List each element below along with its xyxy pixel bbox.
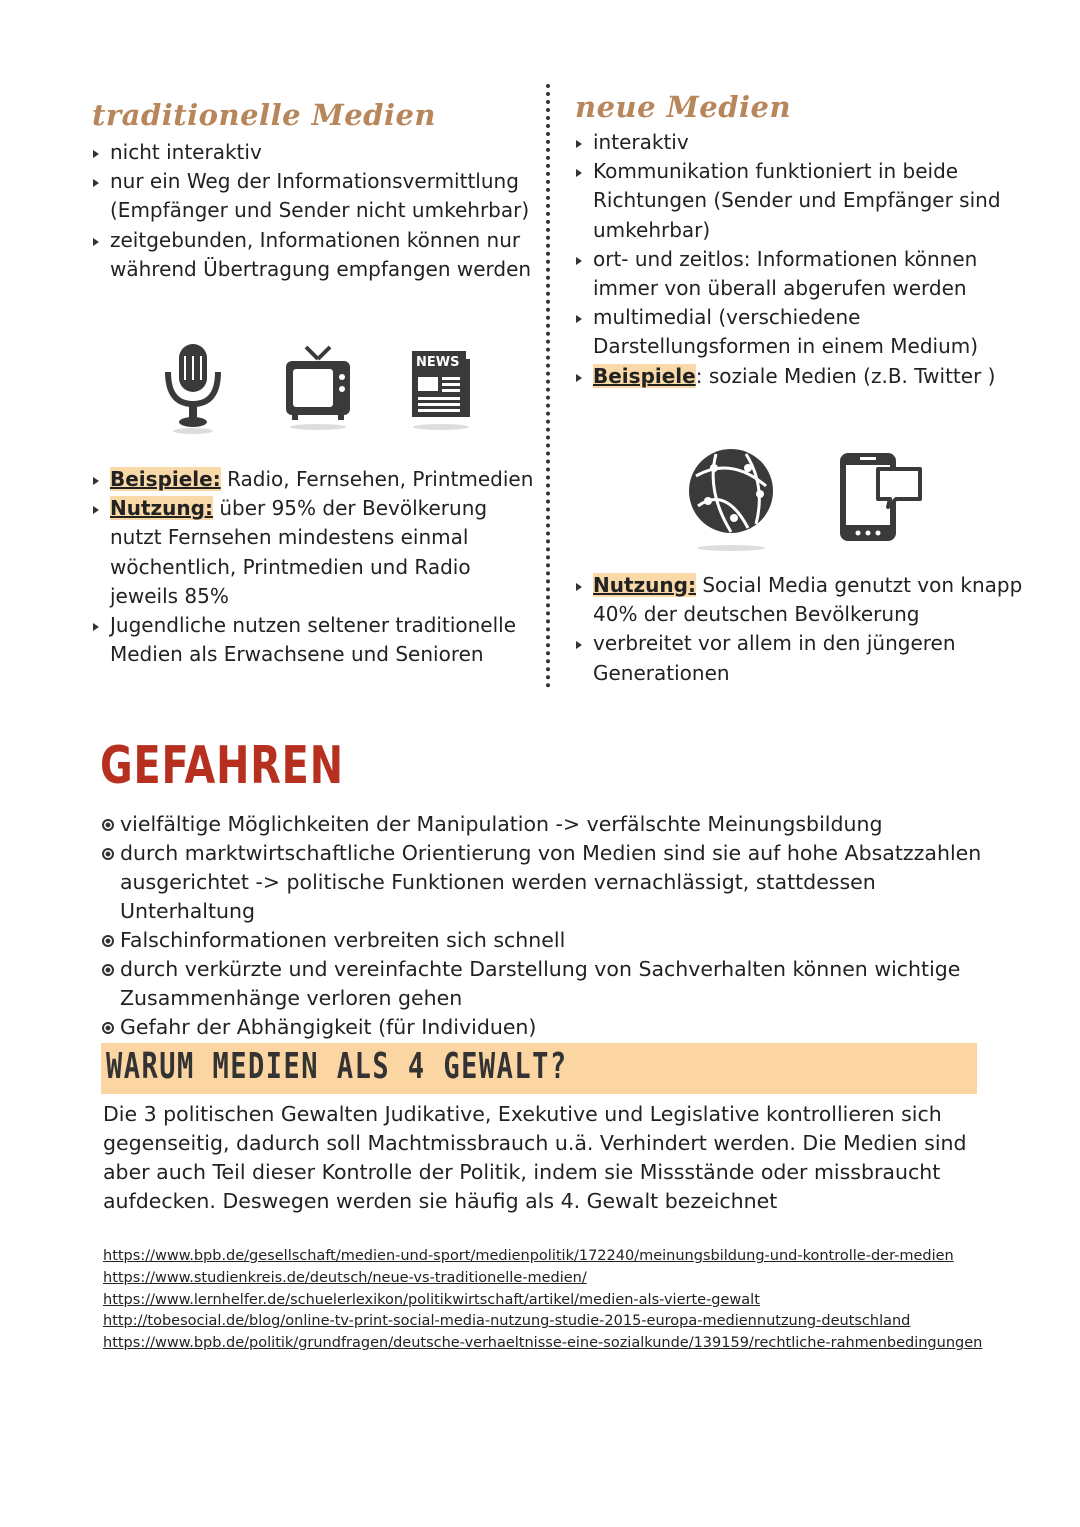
list-item: Beispiele: Radio, Fernsehen, Printmedien <box>92 465 542 494</box>
source-link[interactable]: https://www.bpb.de/politik/grundfragen/deutsche-verhaeltnisse-eine-sozialkunde/139159/rechtliche-rahmenbedingungen <box>103 1335 983 1352</box>
source-link[interactable]: http://tobesocial.de/blog/online-tv-print-social-media-nutzung-studie-2015-europa-mediennutzung-deutschland <box>103 1313 911 1330</box>
smartphone-chat-icon <box>838 449 924 549</box>
source-link[interactable]: https://www.bpb.de/gesellschaft/medien-und-sport/medienpolitik/172240/meinungsbildung-und-kontrolle-der-medien <box>103 1248 954 1264</box>
examples-label: Beispiele <box>593 363 696 388</box>
list-item: multimedial (verschiedene Darstellungsformen in einem Medium) <box>575 303 1045 361</box>
new-media-title: neue Medien <box>575 90 792 124</box>
microphone-icon <box>160 342 226 434</box>
list-item: verbreitet vor allem in den jüngeren Generationen <box>575 629 1025 687</box>
list-item: Jugendliche nutzen seltener traditionelle Medien als Erwachsene und Senioren <box>92 611 542 669</box>
source-link[interactable]: https://www.lernhelfer.de/schuelerlexikon/politikwirtschaft/artikel/medien-als-vierte-gewalt <box>103 1291 760 1308</box>
list-item: Falschinformationen verbreiten sich schnell <box>100 926 990 955</box>
dangers-section <box>100 810 990 1042</box>
list-item: interaktiv <box>575 128 1045 157</box>
traditional-media-section <box>92 98 542 284</box>
new-media-usage-section <box>575 571 1025 688</box>
usage-label: Nutzung: <box>593 573 696 597</box>
sources-list <box>103 1246 983 1355</box>
list-item: zeitgebunden, Informationen können nur während Übertragung empfangen werden <box>92 226 542 284</box>
usage-label: Nutzung: <box>110 496 213 521</box>
fourth-power-text: Die 3 politischen Gewalten Judikative, Exekutive und Legislative kontrollieren sich gegenseitig, dadurch soll Machtmissbrauch u.ä. Verhindert werden. Die Medien sind aber auch Teil dieser Kontrolle der Politik, indem sie Missstände oder missbraucht aufdecken. Deswegen werden sie häufig als 4. Gewalt bezeichnet <box>103 1102 967 1213</box>
source-link[interactable]: https://www.studienkreis.de/deutsch/neue-vs-traditionelle-medien/ <box>103 1269 587 1286</box>
list-item: nicht interaktiv <box>92 138 542 167</box>
news-label: NEWS <box>416 355 460 370</box>
list-item: Nutzung: Social Media genutzt von knapp 40% der deutschen Bevölkerung <box>575 571 1025 629</box>
list-item: nur ein Weg der Informationsvermittlung (Empfänger und Sender nicht umkehrbar) <box>92 167 542 225</box>
list-item: Kommunikation funktioniert in beide Richtungen (Sender und Empfänger sind umkehrbar) <box>575 157 1045 245</box>
tv-icon <box>284 345 352 431</box>
globe-network-icon <box>686 446 776 552</box>
list-item: Beispiele: soziale Medien (z.B. Twitter ) <box>575 362 1045 391</box>
new-media-section <box>575 90 1045 391</box>
list-item: durch marktwirtschaftliche Orientierung von Medien sind sie auf hohe Absatzzahlen ausgerichtet -> politische Funktionen werden vernachlässigt, stattdessen Unterhaltung <box>100 839 990 926</box>
list-item: durch verkürzte und vereinfachte Darstellung von Sachverhalten können wichtige Zusammenhänge verloren gehen <box>100 955 990 1013</box>
list-item: vielfältige Möglichkeiten der Manipulation -> verfälschte Meinungsbildung <box>100 810 990 839</box>
list-item: ort- und zeitlos: Informationen können immer von überall abgerufen werden <box>575 245 1045 303</box>
traditional-usage-section <box>92 465 542 669</box>
traditional-icons <box>160 342 472 434</box>
fourth-power-title: WARUM MEDIEN ALS 4 GEWALT? <box>106 1046 568 1087</box>
dangers-title: GEFAHREN <box>100 736 344 796</box>
list-item: Gefahr der Abhängigkeit (für Individuen) <box>100 1013 990 1042</box>
examples-label: Beispiele: <box>110 467 221 491</box>
newspaper-icon <box>410 345 472 431</box>
new-media-icons <box>686 446 924 552</box>
new-media-list <box>575 128 1045 391</box>
list-item: Nutzung: über 95% der Bevölkerung nutzt Fernsehen mindestens einmal wöchentlich, Printmedien und Radio jeweils 85% <box>92 494 542 611</box>
traditional-media-list <box>92 138 542 284</box>
column-divider <box>546 84 550 688</box>
traditional-media-title: traditionelle Medien <box>92 98 437 132</box>
